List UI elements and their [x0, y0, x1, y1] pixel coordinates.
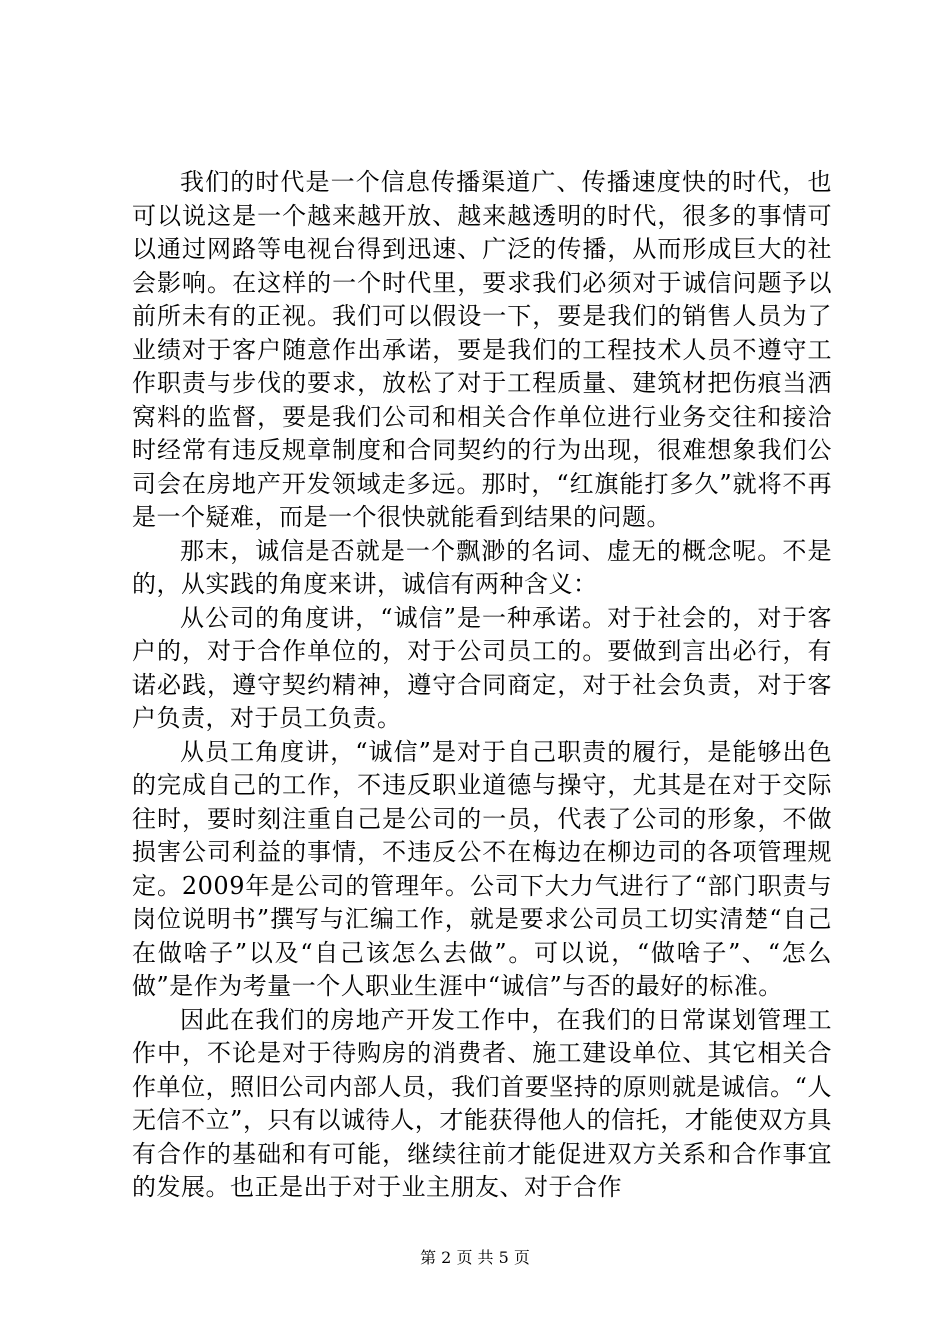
document-body — [132, 166, 832, 1205]
paragraph: 因此在我们的房地产开发工作中，在我们的日常谋划管理工作中，不论是对于待购房的消费者、施工建设单位、其它相关合作单位，照旧公司内部人员，我们首要坚持的原则就是诚信。“人无信不立”，只有以诚待人，才能获得他人的信托，才能使双方具有合作的基础和有可能，继续往前才能促进双方关系和合作事宜的发展。也正是出于对于业主朋友、对于合作 — [132, 1005, 832, 1201]
paragraph: 从公司的角度讲，“诚信”是一种承诺。对于社会的，对于客户的，对于合作单位的，对于公司员工的。要做到言出必行，有诺必践，遵守契约精神，遵守合同商定，对于社会负责，对于客户负责，对于员工负责。 — [132, 603, 832, 732]
page-footer: 第 2 页 共 5 页 — [420, 1248, 530, 1267]
paragraph: 从员工角度讲，“诚信”是对于自己职责的履行，是能够出色的完成自己的工作，不违反职业道德与操守，尤其是在对于交际往时，要时刻注重自己是公司的一员，代表了公司的形象，不做损害公司利益的事情，不违反公不在梅边在柳边司的各项管理规定。2009年是公司的管理年。公司下大力气进行了“部门职责与岗位说明书”撰写与汇编工作，就是要求公司员工切实清楚“自己在做啥子”以及“自己该怎么去做”。可以说，“做啥子”、“怎么做”是作为考量一个人职业生涯中“诚信”与否的最好的标准。 — [132, 737, 832, 1000]
paragraph: 那末，诚信是否就是一个飘渺的名词、虚无的概念呢。不是的，从实践的角度来讲，诚信有两种含义： — [132, 536, 832, 598]
paragraph: 我们的时代是一个信息传播渠道广、传播速度快的时代，也可以说这是一个越来越开放、越来越透明的时代，很多的事情可以通过网路等电视台得到迅速、广泛的传播，从而形成巨大的社会影响。在这样的一个时代里，要求我们必须对于诚信问题予以前所未有的正视。我们可以假设一下，要是我们的销售人员为了业绩对于客户随意作出承诺，要是我们的工程技术人员不遵守工作职责与步伐的要求，放松了对于工程质量、建筑材把伤痕当洒窝料的监督，要是我们公司和相关合作单位进行业务交往和接洽时经常有违反规章制度和合同契约的行为出现，很难想象我们公司会在房地产开发领域走多远。那时，“红旗能打多久”就将不再是一个疑难，而是一个很快就能看到结果的问题。 — [132, 168, 832, 531]
